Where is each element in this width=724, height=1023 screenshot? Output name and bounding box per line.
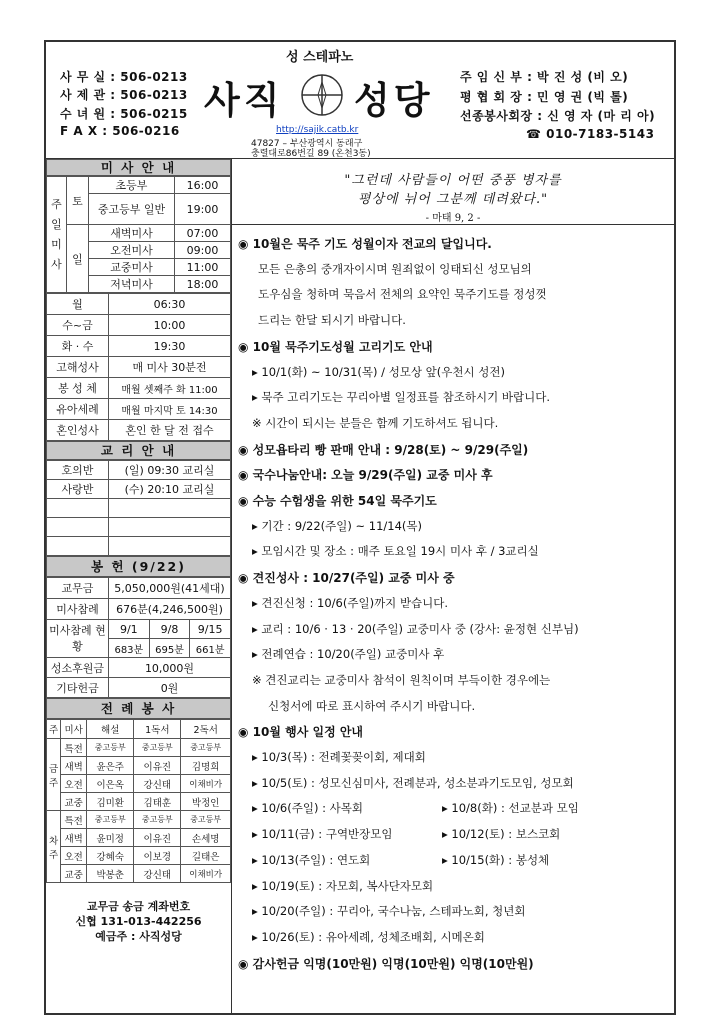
sacrament-label: 유아세례 [47,399,109,420]
empty-cell [109,499,231,518]
mass-name: 초등부 [89,177,175,194]
notice-line: ▸ 기간 : 9/22(주일) ~ 11/14(목) [252,518,423,533]
offering-table [46,577,231,698]
weekday-time: 19:30 [109,336,231,357]
server-mass: 교중 [61,793,87,811]
notice-line: ▸ 전례연습 : 10/20(주일) 교중미사 후 [252,647,445,662]
sacrament-info: 매월 셋째주 화 11:00 [109,378,231,399]
mass-time: 07:00 [175,225,231,242]
notice-line: ※ 견진교리는 교중미사 참석이 원칙이며 부득이한 경우에는 [252,672,551,687]
server-name: 김미환 [87,793,134,811]
bank-info [46,899,231,944]
bulletin-page [44,40,676,1015]
server-mass: 새벽 [61,829,87,847]
mass-time: 11:00 [175,259,231,276]
offering-value: 5,050,000원(41세대) [109,578,231,599]
notice-line: ▸ 10/6(주일) : 사목회 [252,801,363,816]
cross-emblem-icon [299,72,345,118]
bank-line2: 신협 131-013-442256 [75,915,202,928]
notice-line: ▸ 10/11(금) : 구역반장모임 [252,827,393,842]
server-name: 손세명 [181,829,231,847]
weekday-label: 화 · 수 [47,336,109,357]
attendance-count: 695분 [149,639,190,658]
notice-line: ▸ 10/15(화) : 봉성체 [442,852,550,867]
mass-name: 새벽미사 [89,225,175,242]
server-name: 이보경 [134,847,181,865]
server-mass: 특전 [61,811,87,829]
server-name: 길태은 [181,847,231,865]
attendance-date: 9/8 [149,620,190,639]
server-name: 중고등부 [134,811,181,829]
edu-table [46,460,231,556]
class-name: 호의반 [47,461,109,480]
server-name: 이유진 [134,757,181,775]
offering-title: 봉 헌 (9/22) [46,556,231,577]
attendance-date: 9/1 [109,620,150,639]
server-head: 주 [47,720,61,739]
weekday-time: 10:00 [109,315,231,336]
notice-line: ▸ 10/12(토) : 보스코회 [442,827,561,842]
sacrament-info: 혼인 한 달 전 접수 [109,420,231,441]
quote-line2: 평상에 뉘어 그분께 데려왔다." [357,192,549,207]
server-head: 2독서 [181,720,231,739]
edu-title: 교 리 안 내 [46,441,231,460]
notice-heading: ◉ 견진성사 : 10/27(주일) 교중 미사 중 [238,571,455,586]
server-name: 김태훈 [134,793,181,811]
notice-heading: ◉ 10월 묵주기도성월 고리기도 안내 [238,339,433,354]
notice-line: ▸ 10/26(토) : 유아세례, 성체조배회, 시메온회 [252,929,485,944]
staff-pastor: 주 임 신 부 : 박 진 성 (비 오) [460,70,629,84]
server-mass: 오전 [61,847,87,865]
server-name: 강신태 [134,775,181,793]
scripture-quote [232,159,674,225]
class-time: (수) 20:10 교리실 [109,480,231,499]
server-name: 중고등부 [181,739,231,757]
weekday-time: 06:30 [109,294,231,315]
server-head: 1독서 [134,720,181,739]
this-week-label: 금주 [47,739,61,811]
mass-title: 미 사 안 내 [46,159,231,176]
empty-cell [109,518,231,537]
quote-source: - 마태 9, 2 - [425,213,481,224]
attendance-date: 9/15 [190,620,231,639]
server-name: 윤은주 [87,757,134,775]
offering-value: 10,000원 [109,658,231,678]
server-name: 중고등부 [181,811,231,829]
empty-cell [109,537,231,556]
address-line1: 47827 – 부산광역시 동래구 [251,139,363,149]
server-name: 김명희 [181,757,231,775]
contact-rectory: 사 제 관 : 506-0213 [60,88,188,102]
bank-line3: 예금주 : 사직성당 [95,930,182,943]
offering-label: 교무금 [47,578,109,599]
server-name: 이은옥 [87,775,134,793]
attendance-label: 미사참례 현황 [47,620,109,658]
quote-line1: "그런데 사람들이 어떤 중풍 병자를 [344,173,562,188]
sacrament-label: 혼인성사 [47,420,109,441]
bank-line1: 교무금 송금 계좌번호 [86,900,191,913]
sacrament-info: 매 미사 30분전 [109,357,231,378]
attendance-count: 683분 [109,639,150,658]
weekday-label: 수~금 [47,315,109,336]
notice-line: ▸ 10/19(토) : 자모회, 복사단자모회 [252,878,434,893]
notice-line: ▸ 모임시간 및 장소 : 매주 토요일 19시 미사 후 / 3교리실 [252,544,539,559]
server-name: 이유진 [134,829,181,847]
mass-time: 16:00 [175,177,231,194]
server-mass: 특전 [61,739,87,757]
mass-name: 중고등부 일반 [89,194,175,225]
sacrament-label: 고해성사 [47,357,109,378]
mass-name: 오전미사 [89,242,175,259]
server-mass: 새벽 [61,757,87,775]
parish-subtitle: 성 스테파노 [286,50,354,65]
website-link[interactable]: http://sajik.catb.kr [276,125,359,135]
weekday-label: 월 [47,294,109,315]
mass-table [46,176,231,293]
class-name: 사랑반 [47,480,109,499]
notice-line: ※ 시간이 되시는 분들은 함께 기도하셔도 됩니다. [252,415,499,430]
server-mass: 오전 [61,775,87,793]
empty-cell [47,518,109,537]
server-mass: 교중 [61,865,87,883]
notice-line: ▸ 10/20(주일) : 꾸리아, 국수나눔, 스테파노회, 청년회 [252,904,526,919]
staff-phone: ☎ 010-7183-5143 [526,127,655,141]
server-name: 중고등부 [87,739,134,757]
server-name: 이채비가 [181,775,231,793]
offering-value: 676분(4,246,500원) [109,599,231,620]
title-right: 성당 [354,79,434,122]
notice-heading: ◉ 10월 행사 일정 안내 [238,725,364,740]
sunday-label: 일 [67,225,89,293]
server-name: 강신태 [134,865,181,883]
empty-cell [47,499,109,518]
mass-time: 09:00 [175,242,231,259]
server-name: 강혜숙 [87,847,134,865]
church-title [204,70,444,120]
offering-label: 기타헌금 [47,678,109,698]
server-name: 윤미정 [87,829,134,847]
notice-line: ▸ 10/5(토) : 성모신심미사, 전례분과, 성소분과기도모임, 성모회 [252,775,574,790]
left-column [46,159,232,1015]
offering-label: 성소후원금 [47,658,109,678]
notice-heading: ◉ 감사헌금 익명(10만원) 익명(10만원) 익명(10만원) [238,956,534,971]
notice-line: ▸ 10/1(화) ~ 10/31(목) / 성모상 앞(우천시 성전) [252,364,505,379]
notice-heading: ◉ 국수나눔안내: 오늘 9/29(주일) 교중 미사 후 [238,468,493,483]
sacrament-label: 봉 성 체 [47,378,109,399]
notice-line: 모든 은총의 중개자이시며 원죄없이 잉태되신 성모님의 [258,261,532,276]
mass-time: 18:00 [175,276,231,293]
notice-line: 도우심을 청하며 묵음서 전체의 요약인 묵주기도를 정성껏 [258,287,547,302]
notice-line: ▸ 10/13(주일) : 연도회 [252,852,371,867]
sacrament-info: 매월 마지막 토 14:30 [109,399,231,420]
staff-council: 평 협 회 장 : 민 영 권 (빅 톨) [460,90,629,104]
server-name: 박정인 [181,793,231,811]
address-line2: 충렬대로86번길 89 (온천3동) [251,149,371,159]
mass-time: 19:00 [175,194,231,225]
notice-line: ▸ 교리 : 10/6 · 13 · 20(주일) 교중미사 중 (강사: 윤정현 신부님) [252,621,579,636]
server-name: 이채비가 [181,865,231,883]
next-week-label: 차주 [47,811,61,883]
empty-cell [47,537,109,556]
notice-line: ▸ 10/8(화) : 선교분과 모임 [442,801,579,816]
server-head: 미사 [61,720,87,739]
server-head: 해설 [87,720,134,739]
class-time: (일) 09:30 교리실 [109,461,231,480]
server-table [46,719,231,883]
contact-fax: F A X : 506-0216 [60,124,180,138]
notice-heading: ◉ 10월은 묵주 기도 성월이자 전교의 달입니다. [238,237,492,251]
contact-office: 사 무 실 : 506-0213 [60,70,188,84]
notice-heading: ◉ 수능 수험생을 위한 54일 묵주기도 [238,494,437,508]
notice-line: ▸ 묵주 고리기도는 꾸리아별 일정표를 참조하시기 바랍니다. [252,390,550,405]
contact-convent: 수 녀 원 : 506-0215 [60,107,188,121]
sunday-mass-label: 주일미사 [47,177,67,293]
server-name: 중고등부 [134,739,181,757]
notice-line: ▸ 견진신청 : 10/6(주일)까지 받습니다. [252,595,449,610]
server-title: 전 례 봉 사 [46,698,231,719]
title-left: 사직 [204,79,284,122]
notice-line: 신청서에 따로 표시하여 주시기 바랍니다. [268,698,476,713]
right-column [232,159,674,1015]
offering-label: 미사참례 [47,599,109,620]
mass-name: 저녁미사 [89,276,175,293]
weekday-table [46,293,231,441]
attendance-count: 661분 [190,639,231,658]
header [46,42,674,159]
offering-value: 0원 [109,678,231,698]
saturday-label: 토 [67,177,89,225]
staff-funeral: 선종봉사회장 : 신 영 자 (마 리 아) [460,109,656,123]
server-name: 중고등부 [87,811,134,829]
notice-heading: ◉ 성모욥타리 빵 판매 안내 : 9/28(토) ~ 9/29(주일) [238,442,529,457]
mass-name: 교중미사 [89,259,175,276]
notice-line: 드리는 한달 되시기 바랍니다. [258,313,406,328]
server-name: 박봉춘 [87,865,134,883]
notice-line: ▸ 10/3(목) : 전례꽃꽂이회, 제대회 [252,750,426,764]
